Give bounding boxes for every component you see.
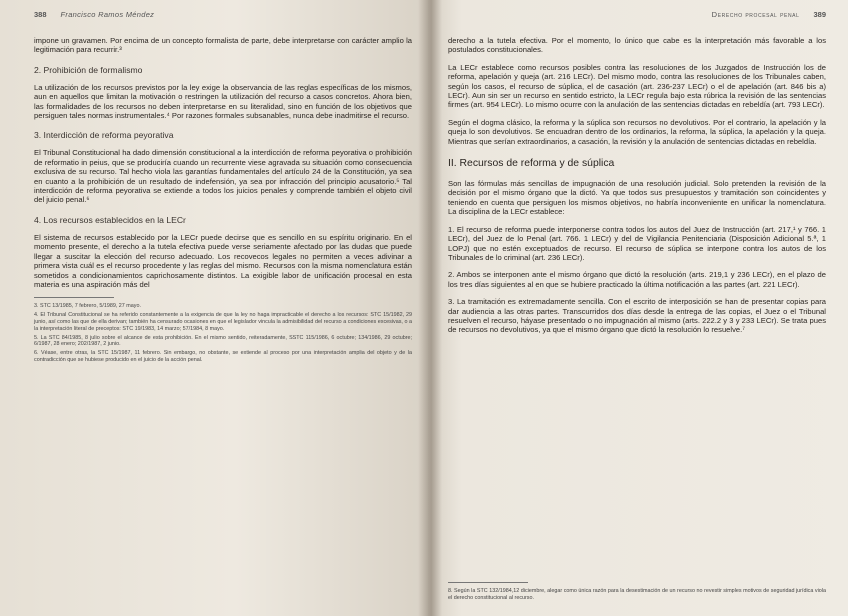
section-4-heading: 4. Los recursos establecidos en la LECr xyxy=(34,214,186,225)
section-II-item-2: 2. Ambos se interponen ante el mismo órgano que dictó la resolución (arts. 219,1 y 236 LECr), en el plazo de los tres días siguientes al en que se hubiere practicado la última notificación a las partes (art. 221 LECr). xyxy=(448,270,826,289)
section-II-item-1: 1. El recurso de reforma puede interponerse contra todos los autos del Juez de Instrucción (art. 217,¹ y 766. 1 LECr), del Juez de lo Penal (art. 766. 1 LECr) y del de Vigilancia Penitenciaria (Disposición Adicional 5.ª, 1 LOPJ) que no estén exceptuados de recurso. El recurso de súplica se interpone contra los autos de los Tribunales de lo criminal (art. 236 LECr). xyxy=(448,224,826,262)
section-II-heading: II. Recursos de reforma y de súplica xyxy=(448,158,615,170)
section-2-heading: 2. Prohibición de formalismo xyxy=(34,64,143,75)
left-footnote-5: 5. La STC 84/1985, 8 julio sobre el alcance de esta prohibición. En el mismo sentido, reiteradamente, SSTC 115/1986, 6 octubre; 134/1986, 29 octubre; 6/1987, 28 enero; 202/1987, 2 junio. xyxy=(34,334,412,348)
left-running-title: Francisco Ramos Méndez xyxy=(60,10,155,19)
section-3-heading: 3. Interdicción de reforma peyorativa xyxy=(34,130,174,141)
right-running-title: Derecho procesal penal xyxy=(711,10,800,19)
left-footnote-4: 4. El Tribunal Constitucional se ha referido constantemente a la exigencia de que la ley no haga impracticable el derecho a los recursos: STC 15/1982, 29 junio, así como las que de ella derivan; también ha censurado ocasiones en que el legislador vincula la admisibilidad del recurso a condiciones excesivas, o a la interpretación literal de preceptos: STC 19/1983, 14 marzo; 57/1984, 8 mayo. xyxy=(34,312,412,332)
left-footnote-6: 6. Véase, entre otras, la STC 15/1987, 11 febrero. Sin embargo, no obstante, se extiende al proceso por una interpretación amplia del objeto y de la contradicción que se hubiese producido en el juicio de la acción penal. xyxy=(34,350,412,363)
right-footnote-rule xyxy=(448,582,528,583)
left-footnote-3: 3. STC 13/1985, 7 febrero, 5/1989, 27 mayo. xyxy=(34,303,141,310)
right-footnote-8: 8. Según la STC 132/1984,12 diciembre, alegar como única razón para la desestimación de un recurso no revestir simples motivos de seguridad jurídica viola el derecho constitucional al recurso. xyxy=(448,588,826,601)
right-paragraph-1: derecho a la tutela efectiva. Por el momento, lo único que cabe es la interpretación más favorable a los postulados constitucionales. xyxy=(448,36,826,55)
right-paragraph-3: Según el dogma clásico, la reforma y la súplica son recursos no devolutivos. Por el contrario, la apelación y la queja lo son devolutivos. Se encuadran dentro de los ordinarios, la reforma, la súplica, la apelación y la queja. Mientras que serían extraordinarios, a casación, la revisión y la anulación de sentencias dictadas en rebeldía. xyxy=(448,117,826,146)
section-II-item-3: 3. La tramitación es extremadamente sencilla. Con el escrito de interposición se han de presentar copias para dar audiencia a las otras partes. Transcurridos dos días desde la entrega de las copias, el Juez o el Tribunal resuelven el recurso, háyase presentado o no impugnación al mismo (arts. 222.2 y 3 y 233 LECr). Se trata pues de recursos no devolutivos, ya que el mismo órgano que dictó la resolución lo resuelve.⁷ xyxy=(448,297,826,335)
section-2-text: La utilización de los recursos previstos por la ley exige la observancia de las reglas específicas de los mismos, aun en aquellos que limitan la motivación o restringen la utilización del recurso a casos concretos. Ahora bien, las formalidades de los recursos no deben interpretarse en su literalidad, sino en función de los objetivos que persiguen tales normas instrumentales.⁴ Por razones formales subsanables, nunca debe inadmitirse el recurso. xyxy=(34,82,412,121)
left-footnote-rule xyxy=(34,297,114,298)
right-running-head xyxy=(448,10,826,36)
right-footnotes xyxy=(448,582,826,604)
right-page xyxy=(428,0,848,616)
section-3-text: El Tribunal Constitucional ha dado dimensión constitucional a la interdicción de reforma peyorativa o prohibición de reformatio in peius, que se produciría cuando un recurrente viese agravada su situación como consecuencia exclusiva de su recurso. Tal hecho viola las garantías fundamentales del artículo 24 de la Constitución, ya sea en cuanto a la prohibición de un resultado de indefensión, ya sea por infracción del principio acusatorio.⁵ Tal interdicción de reforma peyorativa se extiende a todos los juicios penales y comprende también el objeto civil del juicio penal.⁶ xyxy=(34,148,412,205)
section-4-text: El sistema de recursos establecido por la LECr puede decirse que es sencillo en su espíritu originario. En el momento presente, el derecho a la tutela efectiva puede verse seriamente afectado por las dudas que puede llegar a suscitar la elección del recurso adecuado. Los recovecos legales no permiten a veces adivinar a primera vista cuál es el recurso procedente y las reglas del mismo. Recursos con la misma nomenclatura están sometidos a condicionamientos caprichosamente distintos. La exigible labor de unificación procesal en esta materia es una aspiración más del xyxy=(34,232,412,289)
left-top-paragraph: impone un gravamen. Por encima de un concepto formalista de parte, debe interpretarse con carácter amplio la legitimación para recurrir.³ xyxy=(34,36,412,55)
right-page-number: 389 xyxy=(813,10,826,19)
left-page-number: 388 xyxy=(34,10,47,19)
section-II-intro: Son las fórmulas más sencillas de impugnación de una resolución judicial. Solo pretenden la revisión de la decisión por el mismo órgano que la dictó. Ya que todos sus presupuestos y tramitación son coincidentes y teniendo en cuenta que persiguen los mismos objetivos, no habría inconveniente en unificar la nomenclatura. La disciplina de la LECr establece: xyxy=(448,179,826,217)
right-paragraph-2: La LECr establece como recursos posibles contra las resoluciones de los Juzgados de Instrucción los de reforma, apelación y queja (art. 216 LECr). Del mismo modo, contra las resoluciones de los Tribunales caben, según los casos, el recurso de súplica, el de casación (art. 236-237 LECr) o el de apelación (art. 846 bis a) LECr). Aun sin ser un recurso en sentido estricto, la LECr regula bajo esta rúbrica la revisión de las sentencias firmes (art. 954 LECr). Lo mismo ocurre con la anulación de las sentencias dictadas en rebeldía (art. 793 LECr). xyxy=(448,62,826,110)
left-running-head xyxy=(34,10,412,36)
